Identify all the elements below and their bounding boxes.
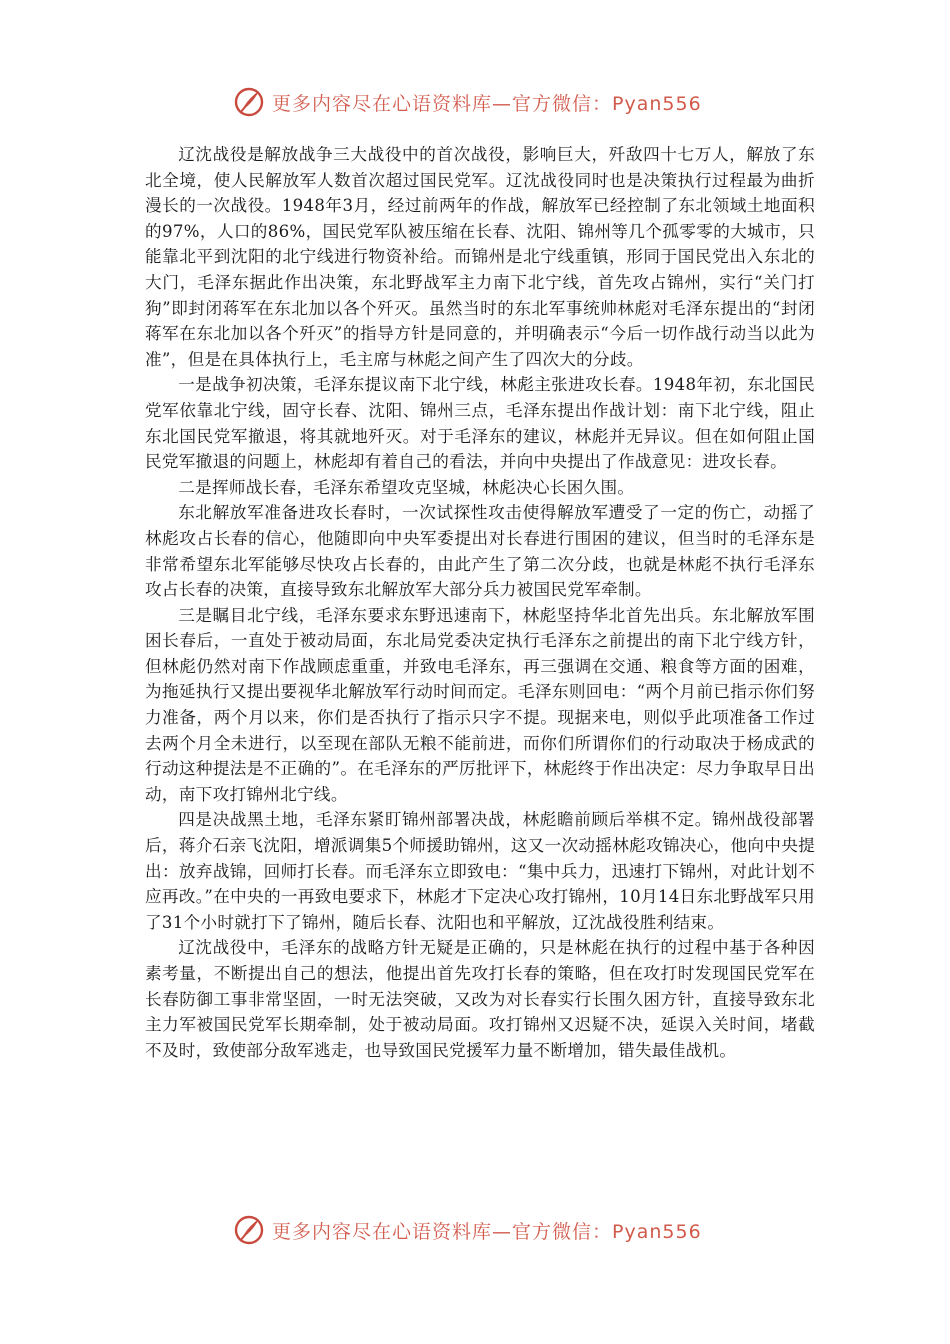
paragraph: 辽沈战役中，毛泽东的战略方针无疑是正确的，只是林彪在执行的过程中基于各种因素考量，不断提出自己的想法，他提出首先攻打长春的策略，但在攻打时发现国民党军在长春防御工事非常坚固，一时无法突破，又改为对长春实行长围久困方针，直接导致东北主力军被国民党军长期牵制，处于被动局面。攻打锦州又迟疑不决，延误入关时间，堵截不及时，致使部分敌军逃走，也导致国民党援军力量不断增加，错失最佳战机。 <box>145 938 815 1060</box>
quill-logo-icon <box>232 1213 266 1247</box>
paragraph: 东北解放军准备进攻长春时，一次试探性攻击使得解放军遭受了一定的伤亡，动摇了林彪攻占长春的信心，他随即向中央军委提出对长春进行围困的建议，但当时的毛泽东是非常希望东北军能够尽快攻占长春的，由此产生了第二次分歧，也就是林彪不执行毛泽东攻占长春的决策，直接导致东北解放军大部分兵力被国民党军牵制。 <box>145 503 815 600</box>
header-watermark <box>0 80 950 124</box>
article-body <box>145 142 815 1063</box>
paragraph: 一是战争初决策，毛泽东提议南下北宁线，林彪主张进攻长春。1948年初，东北国民党军依靠北宁线，固守长春、沈阳、锦州三点，毛泽东提出作战计划：南下北宁线，阻止东北国民党军撤退，将其就地歼灭。对于毛泽东的建议，林彪并无异议。但在如何阻止国民党军撤退的问题上，林彪却有着自己的看法，并向中央提出了作战意见：进攻长春。 <box>145 375 815 472</box>
paragraph: 辽沈战役是解放战争三大战役中的首次战役，影响巨大，歼敌四十七万人，解放了东北全境，使人民解放军人数首次超过国民党军。辽沈战役同时也是决策执行过程最为曲折漫长的一次战役。1948年3月，经过前两年的作战，解放军已经控制了东北领域土地面积的97%，人口的86%，国民党军队被压缩在长春、沈阳、锦州等几个孤零零的大城市，只能靠北平到沈阳的北宁线进行物资补给。而锦州是北宁线重镇，形同于国民党出入东北的大门，毛泽东据此作出决策，东北野战军主力南下北宁线，首先攻占锦州，实行“关门打狗”即封闭蒋军在东北加以各个歼灭。虽然当时的东北军事统帅林彪对毛泽东提出的“封闭蒋军在东北加以各个歼灭”的指导方针是同意的，并明确表示“今后一切作战行动当以此为准”，但是在具体执行上，毛主席与林彪之间产生了四次大的分歧。 <box>145 145 815 369</box>
paragraph: 四是决战黑土地，毛泽东紧盯锦州部署决战，林彪瞻前顾后举棋不定。锦州战役部署后，蒋介石亲飞沈阳，增派调集5个师援助锦州，这又一次动摇林彪攻锦决心，他向中央提出：放弃战锦，回师打长春。而毛泽东立即致电：“集中兵力，迅速打下锦州，对此计划不应再改。”在中央的一再致电要求下，林彪才下定决心攻打锦州，10月14日东北野战军只用了31个小时就打下了锦州，随后长春、沈阳也和平解放，辽沈战役胜利结束。 <box>145 810 815 932</box>
quill-logo-icon <box>232 85 266 119</box>
header-watermark-text: 更多内容尽在心语资料库—官方微信：Pyan556 <box>272 92 702 115</box>
footer-watermark-text: 更多内容尽在心语资料库—官方微信：Pyan556 <box>272 1220 702 1243</box>
footer-watermark <box>0 1208 950 1252</box>
paragraph: 二是挥师战长春，毛泽东希望攻克坚城，林彪决心长困久围。 <box>178 477 635 497</box>
paragraph: 三是瞩目北宁线，毛泽东要求东野迅速南下，林彪坚持华北首先出兵。东北解放军围困长春后，一直处于被动局面，东北局党委决定执行毛泽东之前提出的南下北宁线方针，但林彪仍然对南下作战顾虑重重，并致电毛泽东，再三强调在交通、粮食等方面的困难，为拖延执行又提出要视华北解放军行动时间而定。毛泽东则回电：“两个月前已指示你们努力准备，两个月以来，你们是否执行了指示只字不提。现据来电，则似乎此项准备工作过去两个月全未进行，以至现在部队无粮不能前进，而你们所谓你们的行动取决于杨成武的行动这种提法是不正确的”。在毛泽东的严厉批评下，林彪终于作出决定：尽力争取早日出动，南下攻打锦州北宁线。 <box>145 605 815 804</box>
